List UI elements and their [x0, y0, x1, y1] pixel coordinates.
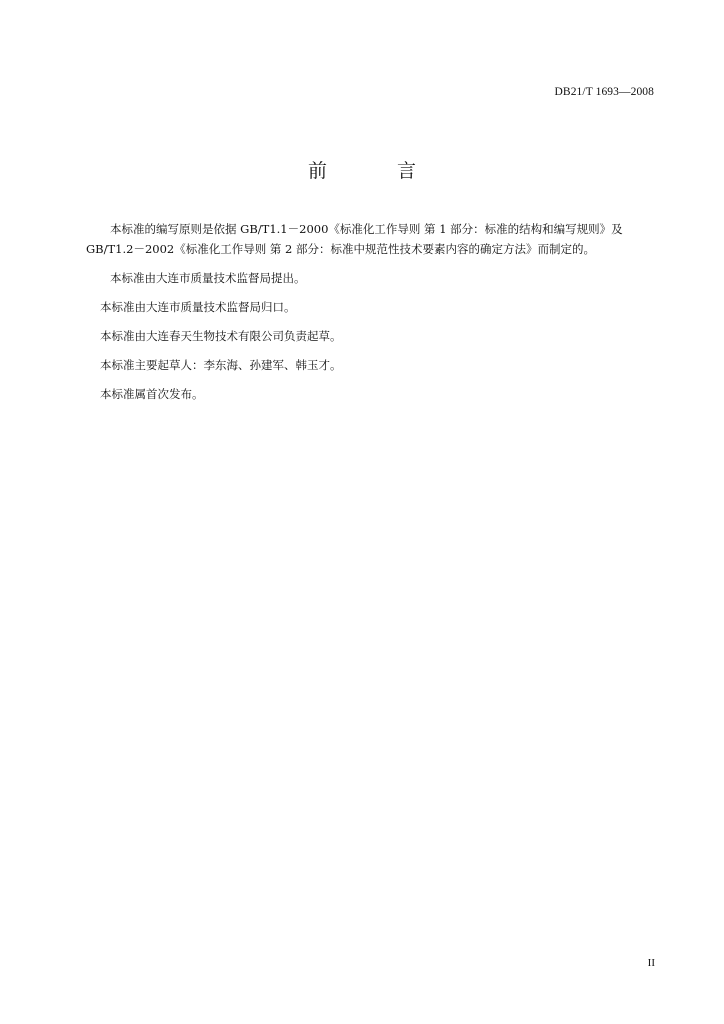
paragraph-line: 本标准的编写原则是依据 GB/T1.1－2000《标准化工作导则 第 1 部分：标准的结构和编写规则》及	[110, 222, 623, 236]
foreword-paragraph-basis	[86, 219, 660, 259]
foreword-paragraph-drafting-unit: 本标准由大连春天生物技术有限公司负责起草。	[100, 329, 342, 343]
foreword-paragraph-proposer: 本标准由大连市质量技术监督局提出。	[110, 271, 306, 285]
foreword-body	[86, 219, 660, 413]
paragraph-line: GB/T1.2－2002《标准化工作导则 第 2 部分：标准中规范性技术要素内容的确定方法》而制定的。	[86, 242, 596, 256]
foreword-paragraph-first-release: 本标准属首次发布。	[100, 387, 204, 401]
page-title: 前 言	[307, 160, 449, 182]
page-number: II	[647, 957, 655, 969]
foreword-paragraph-drafters: 本标准主要起草人：李东海、孙建军、韩玉才。	[100, 358, 342, 372]
foreword-paragraph-administrator: 本标准由大连市质量技术监督局归口。	[100, 300, 296, 314]
standard-code: DB21/T 1693—2008	[554, 86, 654, 98]
